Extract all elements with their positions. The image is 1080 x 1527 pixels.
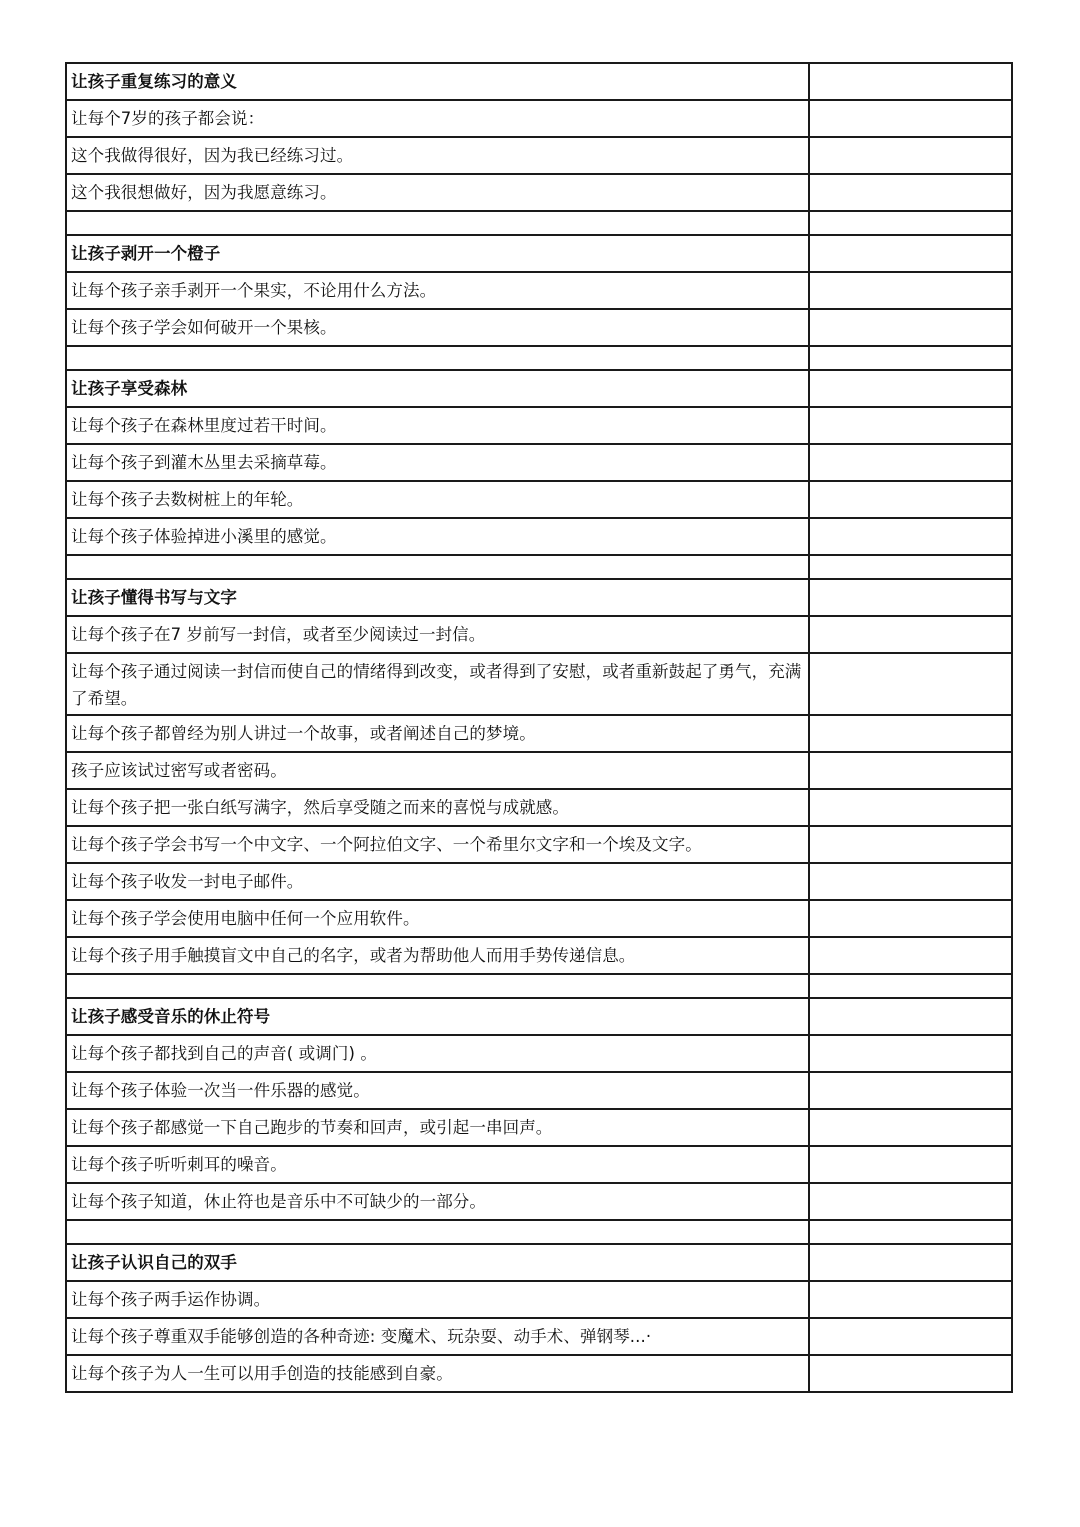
- table-row: [67, 1356, 1013, 1393]
- check-cell: [810, 347, 1013, 369]
- item-text: 这个我很想做好，因为我愿意练习。: [67, 175, 810, 210]
- check-cell: [810, 101, 1013, 136]
- section-heading: 让孩子懂得书写与文字: [67, 580, 810, 615]
- item-text: 让每个孩子到灌木丛里去采摘草莓。: [67, 445, 810, 480]
- check-cell: [810, 1319, 1013, 1354]
- item-text: 让每个孩子收发一封电子邮件。: [67, 864, 810, 899]
- item-text: 让每个孩子把一张白纸写满字，然后享受随之而来的喜悦与成就感。: [67, 790, 810, 825]
- item-text: 让每个孩子体验一次当一件乐器的感觉。: [67, 1073, 810, 1108]
- table-row: [67, 654, 1013, 716]
- check-cell: [810, 753, 1013, 788]
- check-cell: [810, 938, 1013, 973]
- table-row: [67, 1036, 1013, 1073]
- item-text: 让每个孩子用手触摸盲文中自己的名字，或者为帮助他人而用手势传递信息。: [67, 938, 810, 973]
- empty-cell: [67, 556, 810, 578]
- section-heading: 让孩子重复练习的意义: [67, 64, 810, 99]
- check-cell: [810, 716, 1013, 751]
- empty-cell: [67, 1221, 810, 1243]
- check-cell: [810, 556, 1013, 578]
- spacer-row: [67, 212, 1013, 236]
- table-row: [67, 1110, 1013, 1147]
- table-row: [67, 519, 1013, 556]
- item-text: 让每个孩子知道，休止符也是音乐中不可缺少的一部分。: [67, 1184, 810, 1219]
- section-heading-row: [67, 999, 1013, 1036]
- check-cell: [810, 901, 1013, 936]
- check-cell: [810, 617, 1013, 652]
- check-cell: [810, 1356, 1013, 1391]
- check-cell: [810, 827, 1013, 862]
- check-cell: [810, 273, 1013, 308]
- check-cell: [810, 64, 1013, 99]
- table-row: [67, 138, 1013, 175]
- check-cell: [810, 175, 1013, 210]
- table-row: [67, 864, 1013, 901]
- item-text: 让每个孩子为人一生可以用手创造的技能感到自豪。: [67, 1356, 810, 1391]
- section-heading: 让孩子享受森林: [67, 371, 810, 406]
- table-row: [67, 716, 1013, 753]
- section-heading-row: [67, 236, 1013, 273]
- check-cell: [810, 1147, 1013, 1182]
- table-row: [67, 175, 1013, 212]
- item-text: 让每个孩子通过阅读一封信而使自己的情绪得到改变，或者得到了安慰，或者重新鼓起了勇气，充满了希望。: [67, 654, 810, 714]
- check-cell: [810, 1221, 1013, 1243]
- item-text: 让每个孩子在7 岁前写一封信，或者至少阅读过一封信。: [67, 617, 810, 652]
- check-cell: [810, 212, 1013, 234]
- table-row: [67, 790, 1013, 827]
- check-cell: [810, 864, 1013, 899]
- item-text: 让每个孩子尊重双手能够创造的各种奇迹: 变魔术、玩杂耍、动手术、弹钢琴...·: [67, 1319, 810, 1354]
- table-row: [67, 1184, 1013, 1221]
- item-text: 让每个孩子听听刺耳的噪音。: [67, 1147, 810, 1182]
- item-text: 让每个孩子都曾经为别人讲过一个故事，或者阐述自己的梦境。: [67, 716, 810, 751]
- item-text: 让每个孩子两手运作协调。: [67, 1282, 810, 1317]
- check-cell: [810, 519, 1013, 554]
- check-cell: [810, 138, 1013, 173]
- table-row: [67, 1319, 1013, 1356]
- section-heading: 让孩子剥开一个橙子: [67, 236, 810, 271]
- checklist-table: [65, 62, 1013, 1393]
- check-cell: [810, 482, 1013, 517]
- item-text: 让每个孩子去数树桩上的年轮。: [67, 482, 810, 517]
- check-cell: [810, 999, 1013, 1034]
- item-text: 这个我做得很好，因为我已经练习过。: [67, 138, 810, 173]
- check-cell: [810, 975, 1013, 997]
- check-cell: [810, 408, 1013, 443]
- section-heading: 让孩子感受音乐的休止符号: [67, 999, 810, 1034]
- item-text: 让每个孩子都感觉一下自己跑步的节奏和回声，或引起一串回声。: [67, 1110, 810, 1145]
- check-cell: [810, 236, 1013, 271]
- item-text: 孩子应该试过密写或者密码。: [67, 753, 810, 788]
- table-row: [67, 1073, 1013, 1110]
- check-cell: [810, 1282, 1013, 1317]
- table-row: [67, 1282, 1013, 1319]
- item-text: 让每个孩子学会如何破开一个果核。: [67, 310, 810, 345]
- empty-cell: [67, 212, 810, 234]
- spacer-row: [67, 975, 1013, 999]
- section-heading-row: [67, 371, 1013, 408]
- item-text: 让每个孩子体验掉进小溪里的感觉。: [67, 519, 810, 554]
- table-row: [67, 617, 1013, 654]
- item-text: 让每个孩子都找到自己的声音( 或调门) 。: [67, 1036, 810, 1071]
- check-cell: [810, 371, 1013, 406]
- section-heading: 让孩子认识自己的双手: [67, 1245, 810, 1280]
- empty-cell: [67, 975, 810, 997]
- spacer-row: [67, 347, 1013, 371]
- table-row: [67, 901, 1013, 938]
- check-cell: [810, 1245, 1013, 1280]
- check-cell: [810, 1184, 1013, 1219]
- table-row: [67, 310, 1013, 347]
- item-text: 让每个孩子学会书写一个中文字、一个阿拉伯文字、一个希里尔文字和一个埃及文字。: [67, 827, 810, 862]
- spacer-row: [67, 1221, 1013, 1245]
- table-row: [67, 1147, 1013, 1184]
- check-cell: [810, 1110, 1013, 1145]
- check-cell: [810, 445, 1013, 480]
- spacer-row: [67, 556, 1013, 580]
- table-row: [67, 753, 1013, 790]
- table-row: [67, 482, 1013, 519]
- section-heading-row: [67, 580, 1013, 617]
- section-heading-row: [67, 64, 1013, 101]
- item-text: 让每个孩子学会使用电脑中任何一个应用软件。: [67, 901, 810, 936]
- check-cell: [810, 580, 1013, 615]
- table-row: [67, 101, 1013, 138]
- table-row: [67, 938, 1013, 975]
- table-row: [67, 408, 1013, 445]
- check-cell: [810, 654, 1013, 714]
- table-row: [67, 273, 1013, 310]
- item-text: 让每个7岁的孩子都会说：: [67, 101, 810, 136]
- section-heading-row: [67, 1245, 1013, 1282]
- item-text: 让每个孩子亲手剥开一个果实，不论用什么方法。: [67, 273, 810, 308]
- table-row: [67, 827, 1013, 864]
- check-cell: [810, 310, 1013, 345]
- table-row: [67, 445, 1013, 482]
- check-cell: [810, 1073, 1013, 1108]
- check-cell: [810, 1036, 1013, 1071]
- check-cell: [810, 790, 1013, 825]
- empty-cell: [67, 347, 810, 369]
- item-text: 让每个孩子在森林里度过若干时间。: [67, 408, 810, 443]
